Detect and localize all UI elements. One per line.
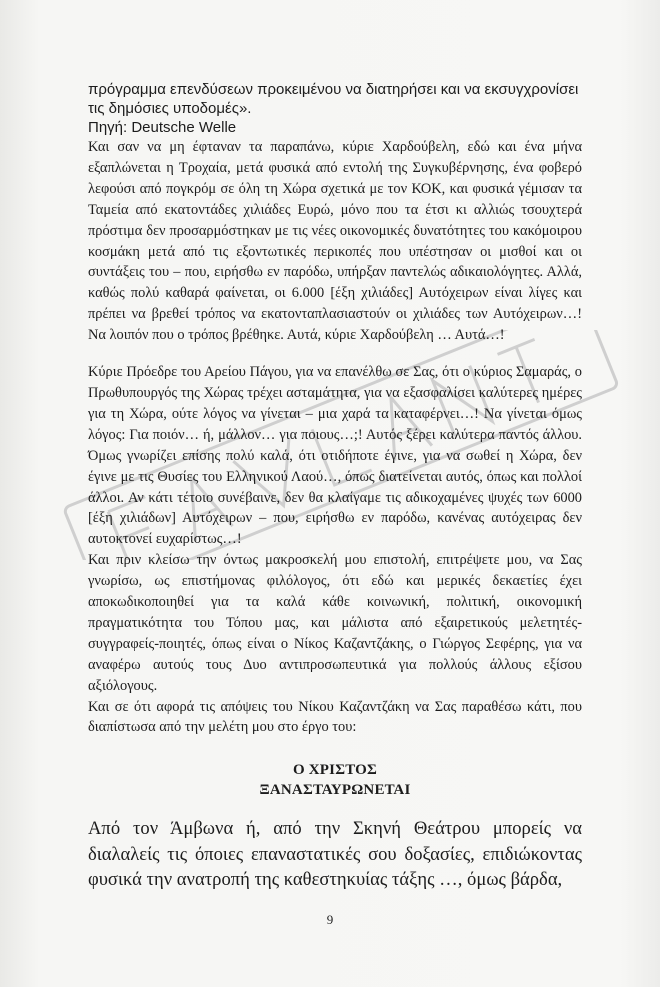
paragraph-3: Και πριν κλείσω την όντως μακροσκελή μου επιστολή, επιτρέψετε μου, να Σας γνωρίσω, ως επιστήμονας φιλόλογος, ότι εδώ και μερικές δεκαετίες έχει αποκωδικοποιηθεί για τα καλά κάθε κοινωνική, πολιτική, οικονομική πραγματικότητα του Τόπου μας, και μάλιστα από εξαιρετικούς μελετητές-συγγραφείς-ποιητές, όπως είναι ο Νίκος Καζαντζάκης, ο Γιώργος Σεφέρης, για να αναφέρω αυτούς τους Δυο αντιπροσωπευτικά για πολλούς άλλους εξίσου αξιόλογους. <box>88 552 582 694</box>
page-content <box>88 80 582 911</box>
paragraph-1: Και σαν να μη έφταναν τα παραπάνω, κύριε Χαρδούβελη, εδώ και ένα μήνα εξαπλώνεται η Τροχαία, μετά φυσικά από εντολή της Συγκυβέρνησης, ένα φοβερό λεφούσι από πογκρόμ σε όλη τη Χώρα σχετικά με τον ΚΟΚ, και φυσικά γέμισαν τα Ταμεία από εκατοντάδες χιλιάδες Ευρώ, μόνο που τα έτσι κι αλλιώς τσουχτερά πρόστιμα δεν προσαρμόστηκαν με τις νέες οικονομικές δυνατότητες του κακόμοιρου κοσμάκη μετά από τις εξοντωτικές περικοπές που υπέστησαν οι μισθοί και οι συντάξεις του – που, ειρήσθω εν παρόδω, υπήρξαν παντελώς αδικαιολόγητες. Αλλά, καθώς πολύ καθαρά φαίνεται, οι 6.000 [έξη χιλιάδες] Αυτόχειρων είναι λίγες και πρέπει να βρεθεί τρόπος να εκατονταπλασιαστούν οι χιλιάδες των Αυτόχειρων…! Να λοιπόν που ο τρόπος βρέθηκε. Αυτά, κύριε Χαρδούβελη … Αυτά…! <box>88 139 582 344</box>
quote-source: Πηγή: Deutsche Welle <box>88 119 237 136</box>
excerpt-text: Από τον Άμβωνα ή, από την Σκηνή Θεάτρου μπορείς να διαλαλείς τις όποιες επαναστατικές σου δοξασίες, επιδιώκοντας φυσικά την ανατροπή της καθεστηκυίας τάξης …, όμως βάρδα, <box>88 818 582 891</box>
paragraph-4: Και σε ότι αφορά τις απόψεις του Νίκου Καζαντζάκη να Σας παραθέσω κάτι, που διαπίστωσα από την μελέτη μου στο έργο του: <box>88 698 582 736</box>
heading-line-1: Ο ΧΡΙΣΤΟΣ <box>292 762 378 779</box>
heading-line-2: ΞΑΝΑΣΤΑΥΡΩΝΕΤΑΙ <box>259 782 411 799</box>
quote-block <box>88 80 582 137</box>
body-text <box>88 137 582 738</box>
paragraph-2: Κύριε Πρόεδρε του Αρείου Πάγου, για να επανέλθω σε Σας, ότι ο κύριος Σαμαράς, ο Πρωθυπουργός της Χώρας τρέχει ασταμάτητα, για να εξασφαλίσει καλύτερες ημέρες για τη Χώρα, ούτε λόγος να γίνεται – μια χαρά τα καταφέρνει…! Να γίνεται όμως λόγος: Για ποιόν… ή, μάλλον… για ποιους…;! Αυτός ξέρει καλύτερα παντός άλλου. Όμως γνωρίζει επίσης πολύ καλά, ότι οτιδήποτε έγινε, για να σωθεί η Χώρα, δεν έγινε με τις Θυσίες του Ελληνικού Λαού…, όπως διατείνεται αυτός, όπως και πολλοί άλλοι. Αν κάτι τέτοιο συνέβαινε, δεν θα κλαίγαμε τις αδικοχαμένες ψυχές των 6000 [έξη χιλιάδων] Αυτόχειρων – που, ειρήσθω εν παρόδω, κανένας αυτόχειρας δεν αυτοκτονεί ευχαρίστως…! <box>88 364 582 548</box>
paragraph-gap <box>88 346 582 362</box>
page-number: 9 <box>326 912 334 927</box>
section-heading <box>88 760 582 800</box>
quote-text: πρόγραμμα επενδύσεων προκειμένου να διατηρήσει και να εκσυγχρονίσει τις δημόσιες υποδομές». <box>88 81 579 117</box>
